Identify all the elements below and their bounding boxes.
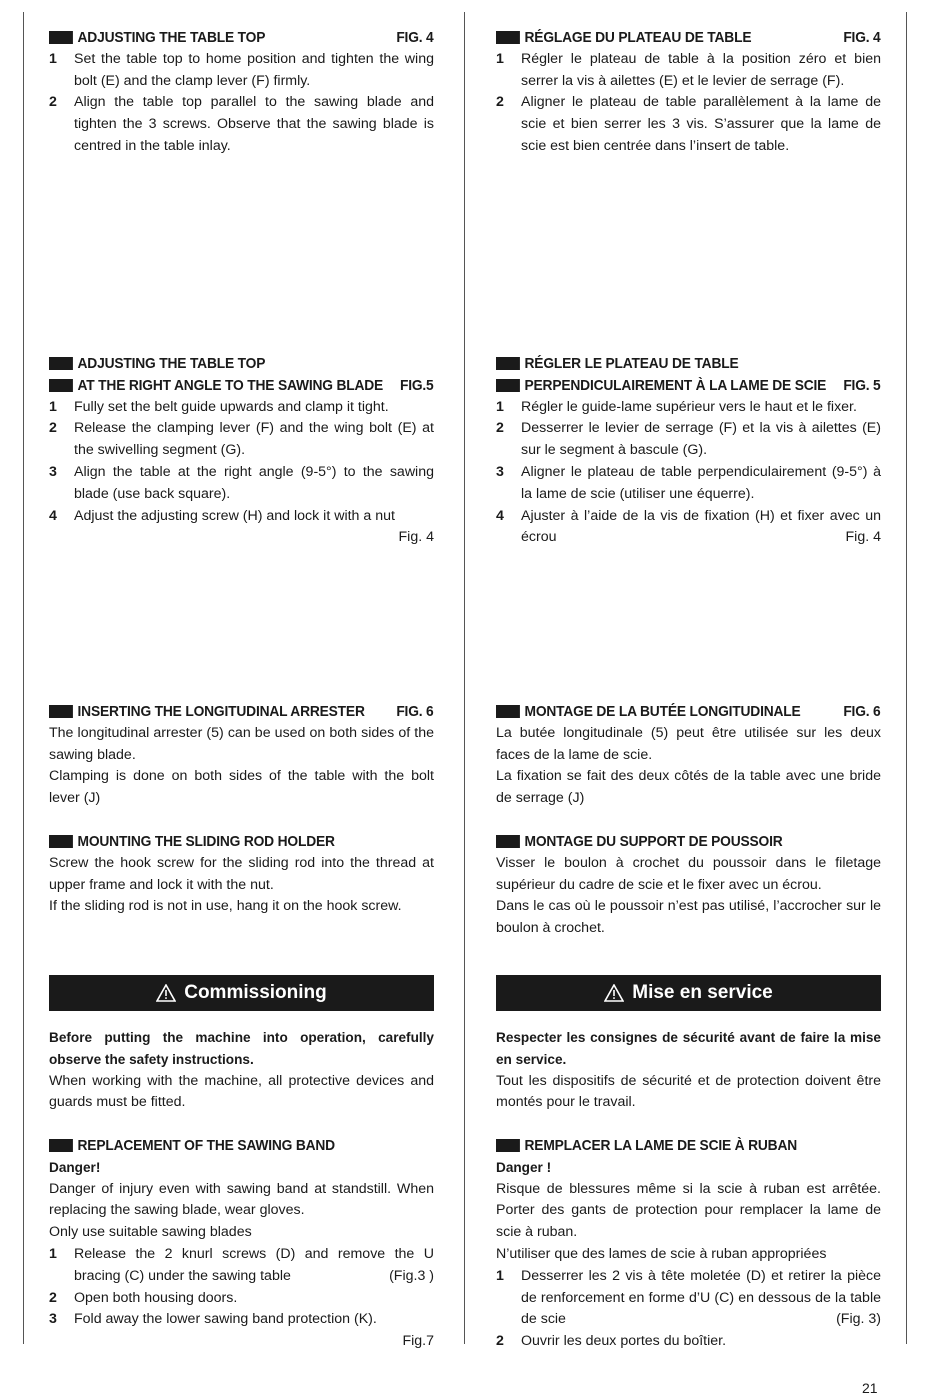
heading-title: INSERTING THE LONGITUDINAL ARRESTER xyxy=(77,703,365,720)
list-item xyxy=(49,92,434,157)
list-item xyxy=(49,1244,434,1288)
paragraph: If the sliding rod is not in use, hang it on the hook screw. xyxy=(49,898,402,915)
section-heading xyxy=(49,1135,434,1157)
section-support-poussoir xyxy=(496,831,881,940)
item-text: Ouvrir les deux portes du boîtier. xyxy=(521,1333,727,1350)
item-number: 1 xyxy=(49,1245,57,1262)
section-sliding-rod-holder xyxy=(49,831,434,918)
heading-title: ADJUSTING THE TABLE TOP xyxy=(77,29,266,46)
section-heading xyxy=(496,701,881,723)
item-number: 1 xyxy=(496,398,504,415)
section-heading xyxy=(49,27,434,49)
paragraph: Risque de blessures même si la scie à ruban est arrêtée. Porter des gants de protection pour remplacer la lame de scie à ruban. xyxy=(496,1180,881,1241)
heading-marker xyxy=(49,357,73,370)
heading-title: REMPLACER LA LAME DE SCIE À RUBAN xyxy=(524,1137,798,1154)
item-text: Desserrer les 2 vis à tête moletée (D) et retirer la pièce de renforcement en forme d’U (C) en dessous de la table de scie xyxy=(521,1267,881,1328)
list-item xyxy=(49,1309,434,1331)
bold-notice: Before putting the machine into operation, carefully observe the safety instructions. xyxy=(49,1030,434,1067)
banner-title: Commissioning xyxy=(184,982,327,1004)
paragraph: When working with the machine, all protective devices and guards must be fitted. xyxy=(49,1072,434,1111)
heading-marker xyxy=(496,31,520,44)
list-item xyxy=(49,397,434,419)
paragraph: Danger of injury even with sawing band at standstill. When replacing the sawing blade, wear gloves. xyxy=(49,1180,434,1219)
item-text: Release the clamping lever (F) and the wing bolt (E) at the swivelling segment (G). xyxy=(74,420,434,459)
figure-reference: Fig. 4 xyxy=(845,529,881,546)
heading-fig: FIG. 5 xyxy=(843,376,881,394)
item-number: 2 xyxy=(49,1289,57,1306)
right-margin-rule xyxy=(906,12,907,1344)
list-item xyxy=(496,1331,881,1353)
heading-title: RÉGLER LE PLATEAU DE TABLE xyxy=(524,355,739,372)
item-text: Align the table top parallel to the sawing blade and tighten the 3 screws. Observe that the sawing blade is centred in the table inlay. xyxy=(74,94,434,154)
section-replacement-sawing-band xyxy=(49,1135,434,1353)
section-longitudinal-arrester xyxy=(49,701,434,810)
paragraph: Visser le boulon à crochet du poussoir dans le filetage supérieur du cadre de scie et le fixer avec un écrou. xyxy=(496,854,881,893)
warning-icon xyxy=(156,984,176,1002)
item-text: Desserrer le levier de serrage (F) et la vis à ailettes (E) sur le segment à bascule (G). xyxy=(521,420,881,459)
section-commissioning-text xyxy=(49,1027,434,1114)
list-item xyxy=(496,49,881,93)
item-text: Set the table top to home position and tighten the wing bolt (E) and the clamp lever (F) firmly. xyxy=(74,50,434,89)
left-margin-rule xyxy=(23,12,24,1344)
figure-reference: (Fig. 3) xyxy=(836,1311,881,1328)
paragraph: Screw the hook screw for the sliding rod into the thread at upper frame and lock it with the nut. xyxy=(49,854,434,893)
item-number: 2 xyxy=(49,94,57,111)
item-number: 3 xyxy=(496,463,504,480)
section-butee-longitudinale xyxy=(496,701,881,810)
list-item xyxy=(49,506,434,528)
center-column-rule xyxy=(464,12,465,1344)
paragraph: Clamping is done on both sides of the table with the bolt lever (J) xyxy=(49,768,434,807)
list-item xyxy=(496,92,881,157)
item-text: Fold away the lower sawing band protection (K). xyxy=(74,1311,377,1328)
item-text: Fully set the belt guide upwards and clamp it tight. xyxy=(74,398,389,415)
heading-marker xyxy=(496,1139,520,1152)
section-heading xyxy=(496,353,881,375)
heading-marker xyxy=(496,705,520,718)
list-item xyxy=(496,462,881,506)
heading-fig: FIG. 4 xyxy=(843,29,881,46)
section-reglage-plateau xyxy=(496,27,881,158)
item-number: 1 xyxy=(496,50,504,67)
item-number: 3 xyxy=(49,1311,57,1328)
heading-marker xyxy=(496,835,520,848)
heading-fig: FIG.5 xyxy=(399,376,434,394)
item-number: 4 xyxy=(49,507,57,524)
figure-reference: (Fig.3 ) xyxy=(389,1267,434,1284)
paragraph: Only use suitable sawing blades xyxy=(49,1224,252,1241)
banner-title: Mise en service xyxy=(632,982,773,1004)
heading-title: MONTAGE DU SUPPORT DE POUSSOIR xyxy=(524,833,783,850)
list-item xyxy=(496,418,881,462)
item-number: 3 xyxy=(49,463,57,480)
section-heading xyxy=(49,375,434,397)
item-text: Align the table at the right angle (9-5°) to the sawing blade (use back square). xyxy=(74,463,434,502)
item-number: 4 xyxy=(496,507,504,524)
item-number: 2 xyxy=(496,420,504,437)
section-heading xyxy=(496,831,881,853)
mise-en-service-banner xyxy=(496,975,881,1011)
section-heading xyxy=(496,1135,881,1157)
list-item xyxy=(496,1266,881,1331)
item-number: 1 xyxy=(496,1267,504,1284)
paragraph: Dans le cas où le poussoir n’est pas utilisé, l’accrocher sur le boulon à crochet. xyxy=(496,898,881,937)
item-text: Régler le plateau de table à la position zéro et bien serrer la vis à ailettes (E) et le levier de serrage (F). xyxy=(521,50,881,89)
item-text: Régler le guide-lame supérieur vers le haut et le fixer. xyxy=(521,398,857,415)
heading-title: RÉGLAGE DU PLATEAU DE TABLE xyxy=(524,29,752,46)
list-item xyxy=(496,397,881,419)
item-number: 1 xyxy=(49,398,57,415)
danger-label: Danger ! xyxy=(496,1159,552,1175)
heading-fig: FIG. 6 xyxy=(843,703,881,720)
paragraph: The longitudinal arrester (5) can be used on both sides of the sawing blade. xyxy=(49,724,434,763)
warning-icon xyxy=(604,984,624,1002)
heading-marker xyxy=(49,1139,73,1152)
paragraph: La fixation se fait des deux côtés de la table avec une bride de serrage (J) xyxy=(496,768,881,807)
item-number: 2 xyxy=(49,420,57,437)
section-heading xyxy=(49,353,434,375)
list-item xyxy=(49,462,434,506)
section-remplacer-lame xyxy=(496,1135,881,1353)
heading-title: MONTAGE DE LA BUTÉE LONGITUDINALE xyxy=(524,703,801,720)
section-perpendiculaire xyxy=(496,353,881,549)
heading-marker xyxy=(496,379,520,392)
heading-fig: FIG. 6 xyxy=(396,703,434,720)
list-item xyxy=(49,49,434,93)
heading-marker xyxy=(49,379,73,392)
heading-fig: FIG. 4 xyxy=(396,29,434,46)
section-heading xyxy=(49,701,434,723)
figure-reference: Fig. 4 xyxy=(398,529,434,546)
section-heading xyxy=(496,27,881,49)
heading-marker xyxy=(496,357,520,370)
item-text: Open both housing doors. xyxy=(74,1289,238,1306)
section-adjusting-table-top xyxy=(49,27,434,158)
section-heading xyxy=(496,375,881,397)
heading-marker xyxy=(49,31,73,44)
bold-notice: Respecter les consignes de sécurité avant de faire la mise en service. xyxy=(496,1030,881,1067)
heading-title: PERPENDICULAIREMENT À LA LAME DE SCIE xyxy=(524,376,827,394)
item-text: Aligner le plateau de table parallèlement à la lame de scie et bien serrer les 3 vis. S’assurer que la lame de scie est bien centrée dans l’insert de table. xyxy=(521,94,881,154)
item-number: 1 xyxy=(49,50,57,67)
heading-title: AT THE RIGHT ANGLE TO THE SAWING BLADE xyxy=(77,376,384,394)
commissioning-banner xyxy=(49,975,434,1011)
section-right-angle xyxy=(49,353,434,549)
section-mise-en-service-text xyxy=(496,1027,881,1114)
paragraph: N’utiliser que des lames de scie à ruban appropriées xyxy=(496,1245,827,1262)
list-item xyxy=(49,1288,434,1310)
item-text: Ajuster à l’aide de la vis de fixation (H) et fixer avec un écrou xyxy=(521,507,881,546)
item-text: Aligner le plateau de table perpendiculairement (9-5°) à la lame de scie (utiliser une équerre). xyxy=(521,463,881,502)
section-heading xyxy=(49,831,434,853)
page-number: 21 xyxy=(862,1380,878,1396)
paragraph: Tout les dispositifs de sécurité et de protection doivent être montés pour le travail. xyxy=(496,1072,881,1111)
heading-title: MOUNTING THE SLIDING ROD HOLDER xyxy=(77,833,335,850)
danger-label: Danger! xyxy=(49,1159,101,1175)
list-item xyxy=(49,418,434,462)
heading-marker xyxy=(49,705,73,718)
figure-reference: Fig.7 xyxy=(402,1333,434,1350)
heading-title: ADJUSTING THE TABLE TOP xyxy=(77,355,266,372)
heading-marker xyxy=(49,835,73,848)
paragraph: La butée longitudinale (5) peut être utilisée sur les deux faces de la lame de scie. xyxy=(496,724,881,763)
heading-title: REPLACEMENT OF THE SAWING BAND xyxy=(77,1137,335,1154)
item-number: 2 xyxy=(496,1333,504,1350)
item-number: 2 xyxy=(496,94,504,111)
item-text: Adjust the adjusting screw (H) and lock it with a nut xyxy=(74,507,395,524)
item-text: Release the 2 knurl screws (D) and remove the U bracing (C) under the sawing table xyxy=(74,1245,434,1284)
list-item xyxy=(496,506,881,550)
